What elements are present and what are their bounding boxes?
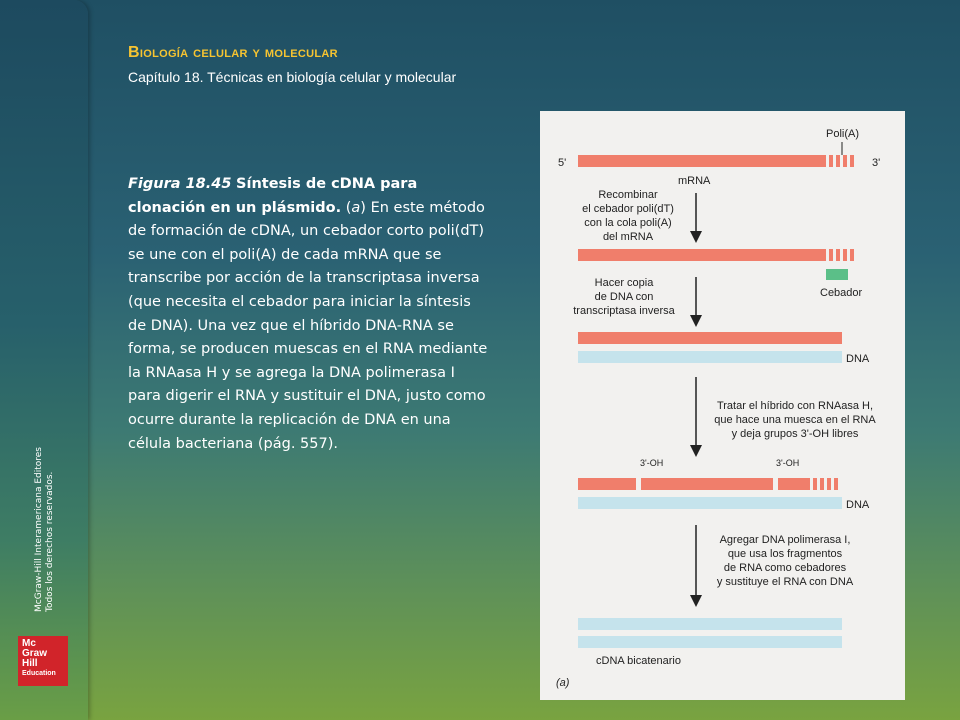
dna-strand-hybrid [578, 351, 842, 363]
panel-label: (a) [556, 677, 570, 689]
label-cdna: cDNA bicatenario [596, 655, 681, 667]
svg-text:y sustituye el RNA con DNA: y sustituye el RNA con DNA [716, 576, 854, 588]
svg-text:con la cola poli(A): con la cola poli(A) [584, 217, 672, 229]
book-title: Biología celular y molecular [128, 44, 338, 61]
svg-text:transcriptasa inversa: transcriptasa inversa [573, 305, 675, 317]
cdna-synthesis-diagram [540, 111, 905, 700]
chapter-title: Capítulo 18. Técnicas en biología celular y molecular [128, 69, 457, 85]
svg-text:el cebador poli(dT): el cebador poli(dT) [582, 203, 674, 215]
label-5prime: 5' [558, 157, 567, 169]
nicked-rna-strand [578, 478, 838, 490]
svg-text:que hace una muesca en el RNA: que hace una muesca en el RNA [714, 414, 876, 426]
label-dna-1: DNA [846, 353, 870, 365]
label-polyA: Poli(A) [826, 128, 860, 140]
svg-text:y deja grupos 3'-OH libres: y deja grupos 3'-OH libres [731, 428, 859, 440]
figure-label: Figura 18.45 [128, 176, 232, 192]
svg-text:que usa los fragmentos: que usa los fragmentos [727, 548, 843, 560]
svg-text:de DNA con: de DNA con [594, 291, 654, 303]
caption-part-letter: a [351, 199, 361, 216]
rna-strand-hybrid [578, 332, 842, 344]
step-2-text [573, 277, 675, 317]
step-1-text [582, 189, 674, 243]
svg-text:Hacer copia: Hacer copia [594, 277, 654, 289]
copyright-line-2: Todos los derechos reservados. [45, 471, 55, 612]
logo-line-2: Graw [22, 648, 48, 659]
mcgraw-hill-logo [18, 636, 68, 686]
mrna-strand [578, 155, 854, 167]
svg-text:del mRNA: del mRNA [602, 231, 654, 243]
label-3oh-1: 3'-OH [640, 458, 664, 468]
cdna-strand-bottom [578, 636, 842, 648]
logo-line-4: Education [22, 670, 56, 677]
logo-line-1: Mc [22, 638, 36, 649]
caption-body: ) En este método de formación de cDNA, un cebador corto poli(dT) se une con el poli(A) de cada mRNA que se transcribe por acción de la transcriptasa inversa (que necesita el cebador para iniciar la síntesis de DNA). Una vez que el híbrido DNA-RNA se forma, se producen muescas en el RNA mediante la RNAasa H y se agrega la DNA polimerasa I para digerir el RNA y sustituir el DNA, justo como ocurre durante la replicación de DNA en una célula bacteriana (pág. 557). [128, 199, 488, 452]
step-4-text [717, 534, 854, 588]
copyright-notice [34, 447, 56, 612]
label-3prime: 3' [872, 157, 881, 169]
sidebar [0, 0, 88, 720]
figure-title: Síntesis de cDNA para clonación en un plásmido. [128, 176, 418, 216]
step-3-text [714, 400, 876, 440]
svg-text:Recombinar: Recombinar [598, 189, 658, 201]
label-3oh-2: 3'-OH [776, 458, 800, 468]
mrna-strand-2 [578, 249, 854, 261]
label-primer: Cebador [820, 287, 863, 299]
caption-paren: ( [341, 199, 352, 216]
cdna-strand-top [578, 618, 842, 630]
primer-oligo-dt [826, 269, 848, 280]
svg-text:de RNA como cebadores: de RNA como cebadores [723, 562, 847, 574]
svg-text:Tratar el híbrido con RNAasa H: Tratar el híbrido con RNAasa H, [716, 400, 874, 412]
label-mrna: mRNA [678, 175, 711, 187]
svg-text:Agregar DNA polimerasa I,: Agregar DNA polimerasa I, [719, 534, 851, 546]
label-dna-2: DNA [846, 499, 870, 511]
dna-strand-nicked [578, 497, 842, 509]
copyright-line-1: McGraw-Hill Interamericana Editores [34, 447, 44, 612]
logo-line-3: Hill [22, 658, 38, 669]
figure-caption [128, 173, 490, 456]
